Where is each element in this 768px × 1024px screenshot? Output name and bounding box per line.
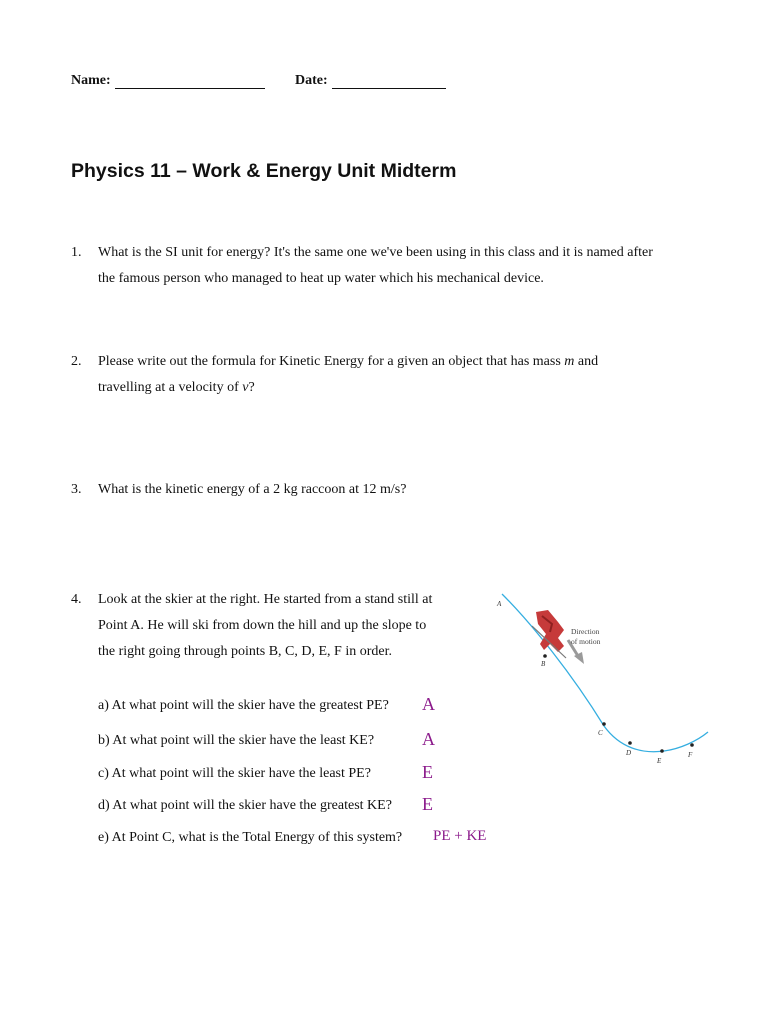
question-2-line-1-post: and — [574, 354, 599, 369]
point-b-label: B — [541, 660, 546, 668]
question-2-number: 2. — [71, 354, 82, 369]
name-field — [71, 73, 265, 89]
point-a-label: A — [497, 600, 502, 608]
point-b-marker — [543, 654, 547, 658]
question-4-line-2: Point A. He will ski from down the hill and up the slope to — [98, 618, 427, 633]
direction-label-1: Direction — [571, 627, 600, 636]
answer-d: E — [422, 794, 433, 814]
question-3-text — [98, 477, 406, 503]
point-c-marker — [602, 722, 606, 726]
point-e-marker — [660, 749, 664, 753]
point-d-marker — [628, 741, 632, 745]
question-1-text — [98, 240, 653, 292]
question-4-line-1: Look at the skier at the right. He started from a stand still at — [98, 592, 433, 607]
name-blank-line — [115, 74, 265, 89]
question-1-line-2: the famous person who managed to heat up water which his mechanical device. — [98, 271, 544, 286]
point-e-label: E — [657, 757, 662, 765]
question-4-text — [98, 587, 432, 665]
subquestion-e — [98, 830, 402, 846]
subquestion-a-text: a) At what point will the skier have the greatest PE? — [98, 698, 389, 713]
direction-label-2: of motion — [571, 637, 601, 646]
question-4-line-3: the right going through points B, C, D, E, F in order. — [98, 644, 392, 659]
question-1-line-1: What is the SI unit for energy? It's the same one we've been using in this class and it is named after — [98, 245, 653, 260]
subquestion-d-text: d) At what point will the skier have the greatest KE? — [98, 798, 392, 813]
subquestion-a — [98, 698, 389, 714]
question-2-line-2 — [98, 375, 598, 401]
answer-c: E — [422, 762, 433, 782]
answer-a: A — [422, 694, 435, 714]
point-f-marker — [690, 743, 694, 747]
point-f-label: F — [688, 751, 693, 759]
subquestion-d — [98, 798, 392, 814]
skier-hill-diagram — [492, 586, 712, 766]
question-3-line-1: What is the kinetic energy of a 2 kg raccoon at 12 m/s? — [98, 482, 407, 497]
point-d-label: D — [626, 749, 632, 757]
subquestion-c-text: c) At what point will the skier have the least PE? — [98, 766, 371, 781]
question-2-line-1-pre: Please write out the formula for Kinetic Energy for a given an object that has mass — [98, 354, 565, 369]
question-2-text — [98, 349, 598, 401]
date-label: Date: — [295, 73, 328, 88]
question-2-line-1 — [98, 349, 598, 375]
question-3-number: 3. — [71, 482, 82, 497]
question-1-number: 1. — [71, 245, 82, 260]
subquestion-b — [98, 733, 374, 749]
skier-icon — [532, 610, 566, 658]
subquestion-b-text: b) At what point will the skier have the least KE? — [98, 733, 375, 748]
subquestion-c — [98, 766, 371, 782]
point-c-label: C — [598, 729, 603, 737]
date-field — [295, 73, 446, 89]
variable-v: v — [242, 380, 249, 395]
subquestion-e-text: e) At Point C, what is the Total Energy of this system? — [98, 830, 403, 845]
question-4-number: 4. — [71, 592, 82, 607]
name-label: Name: — [71, 73, 111, 88]
ski-track-curve — [502, 594, 708, 752]
question-2-line-2-post: ? — [248, 380, 255, 395]
answer-b: A — [422, 729, 435, 749]
answer-e: PE + KE — [433, 828, 487, 844]
date-blank-line — [332, 74, 446, 89]
variable-m: m — [564, 354, 575, 369]
question-2-line-2-pre: travelling at a velocity of — [98, 380, 243, 395]
page-title: Physics 11 – Work & Energy Unit Midterm — [71, 160, 457, 182]
